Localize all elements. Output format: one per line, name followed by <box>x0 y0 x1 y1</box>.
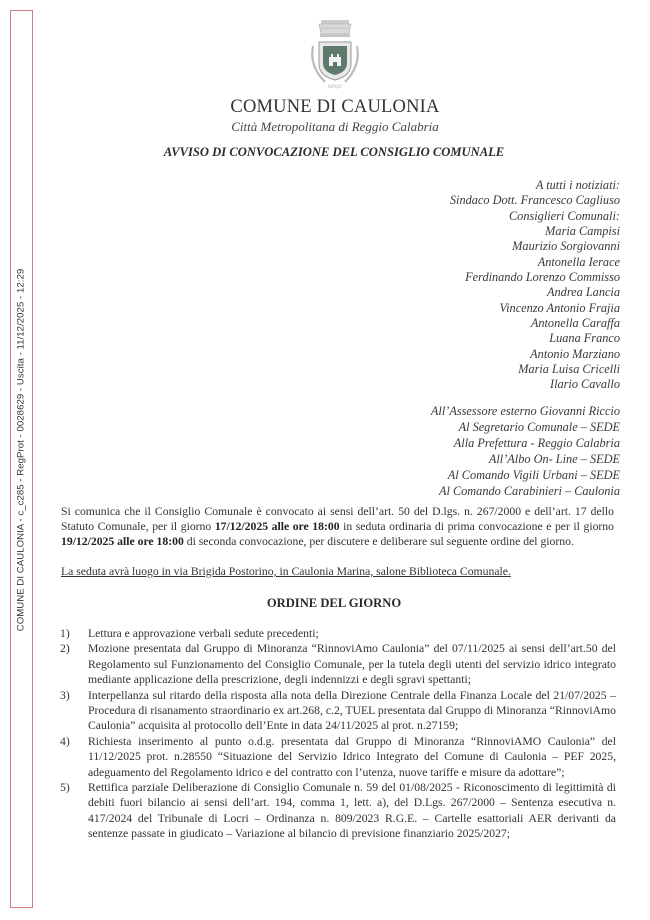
recipients-list <box>450 178 620 393</box>
other-recipient: Al Segretario Comunale – SEDE <box>458 420 620 435</box>
other-recipient: All’Albo On- Line – SEDE <box>488 452 620 467</box>
councillor: Maria Campisi <box>545 224 620 239</box>
agenda-item-number: 2) <box>60 642 70 656</box>
councillor: Ferdinando Lorenzo Commisso <box>465 270 620 285</box>
convocation-paragraph <box>61 504 614 550</box>
other-recipient: Al Comando Vigili Urbani – SEDE <box>447 468 620 483</box>
councillor: Maurizio Sorgiovanni <box>512 239 620 254</box>
recipient-mayor: Sindaco Dott. Francesco Cagliuso <box>449 193 620 208</box>
councillor: Andrea Lancia <box>547 285 620 300</box>
agenda-item-text: Rettifica parziale Deliberazione di Consiglio Comunale n. 59 del 01/08/2025 - Riconoscimento di legittimità di debiti fuori bilancio ai sensi dell’art. 194, comma 1, lett. a), del D.Lgs. 267/2000 – Sentenza esecutiva n. 417/2024 del Tribunale di Locri – Ordinanza n. 809/2023 R.G.E. – Cartelle esattoriali AER derivanti da sentenze passate in giudicato – Variazione al bilancio di previsione finanziario 2025/2027; <box>88 781 616 841</box>
other-recipients-list <box>431 403 620 500</box>
agenda-item <box>60 780 616 842</box>
first-convocation-date: 17/12/2025 alle ore 18:00 <box>214 520 340 534</box>
second-convocation-date: 19/12/2025 alle ore 18:00 <box>61 535 184 549</box>
coat-of-arms-icon <box>303 16 367 92</box>
agenda-item-text: Lettura e approvazione verbali sedute precedenti; <box>88 627 319 640</box>
protocol-stamp-text: COMUNE DI CAULONIA - c_c285 - RegProt - 0028629 - Uscita - 11/12/2025 - 12:29 <box>15 268 27 632</box>
councillor: Ilario Cavallo <box>549 377 620 392</box>
agenda-item-number: 5) <box>60 781 70 795</box>
councillor: Antonio Marziano <box>530 346 620 361</box>
agenda-list <box>60 626 616 842</box>
councillor: Maria Luisa Cricelli <box>518 362 620 377</box>
agenda-item-number: 3) <box>60 688 70 702</box>
other-recipient: Alla Prefettura - Reggio Calabria <box>453 436 620 451</box>
svg-text:SPQC: SPQC <box>327 84 343 90</box>
recipients-intro: A tutti i notiziati: <box>535 178 620 192</box>
agenda-item <box>60 626 616 641</box>
agenda-item-number: 4) <box>60 734 70 748</box>
councillors-label: Consiglieri Comunali: <box>508 208 620 223</box>
meeting-location: La seduta avrà luogo in via Brigida Postorino, in Caulonia Marina, salone Biblioteca Comunale. <box>61 565 511 578</box>
agenda-item <box>60 688 616 734</box>
agenda-item-number: 1) <box>60 627 70 640</box>
agenda-title: ORDINE DEL GIORNO <box>266 596 402 610</box>
other-recipient: Al Comando Carabinieri – Caulonia <box>438 484 620 499</box>
municipality-subtitle: Città Metropolitana di Reggio Calabria <box>231 119 439 134</box>
other-recipient: All’Assessore esterno Giovanni Riccio <box>430 404 620 418</box>
agenda-item-text: Interpellanza sul ritardo della risposta alla nota della Direzione Centrale della Finanza Locale del 21/07/2025 – Procedura di risanamento straordinario ex art.268, c.2, TUEL presentata dal Gruppo di Minoranza “RinnoviAmo Caulonia” acquisita al protocollo dell’Ente in data 24/11/2025 al prot. n.27159; <box>88 688 616 733</box>
councillor: Luana Franco <box>549 331 620 346</box>
intro-text: di seconda convocazione, per discutere e deliberare sul seguente ordine del giorno. <box>183 535 574 549</box>
intro-text: Si comunica che il Consiglio Comunale è convocato ai sensi dell’art. 50 del D.lgs. n. 267/2000 e dell’art. 17 dello Statuto Comunale, per il giorno <box>61 505 614 534</box>
agenda-item <box>60 734 616 780</box>
agenda-item <box>60 641 616 687</box>
councillor: Antonella Ierace <box>537 254 620 269</box>
intro-text: in seduta ordinaria di prima convocazione e per il giorno <box>339 520 614 534</box>
agenda-item-text: Richiesta inserimento al punto o.d.g. presentata dal Gruppo di Minoranza “RinnoviAMO Caulonia” del 11/12/2025 prot. n.28550 “Situazione del Servizio Idrico Integrato del Comune di Caulonia – PEF 2025, adeguamento del Regolamento idrico e del contratto con l’utenza, nuove tariffe e misure da adottare”; <box>88 734 616 779</box>
councillor: Antonella Caraffa <box>530 316 620 331</box>
municipality-title: COMUNE DI CAULONIA <box>230 97 440 117</box>
notice-title: AVVISO DI CONVOCAZIONE DEL CONSIGLIO COMUNALE <box>163 145 505 159</box>
councillor: Vincenzo Antonio Frajia <box>499 300 620 315</box>
agenda-item-text: Mozione presentata dal Gruppo di Minoranza “RinnoviAmo Caulonia” del 07/11/2025 ai sensi dell’art.50 del Regolamento sul Funzionamento del Consiglio Comunale, per la tutela degli utenti del servizio idrico integrato mediante applicazione della prescrizione, degli indennizzi e degli sgravi spettanti; <box>88 642 616 687</box>
